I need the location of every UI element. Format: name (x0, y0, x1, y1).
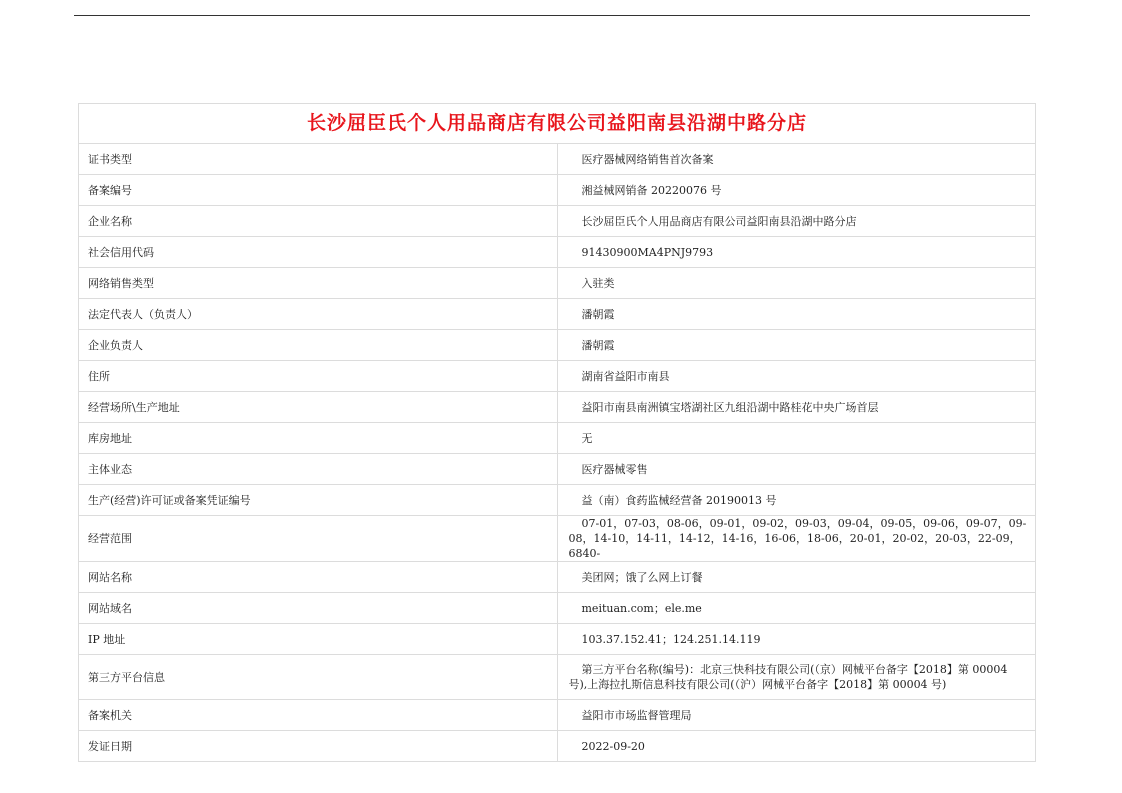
table-row (79, 655, 1036, 700)
table-row (79, 624, 1036, 655)
legal-representative-value: 潘朝霞 (581, 307, 615, 321)
sales-type-value: 入驻类 (581, 276, 615, 290)
field-value (557, 624, 1036, 655)
field-label: 企业名称 (79, 206, 558, 237)
title-row (79, 104, 1036, 144)
table-row (79, 562, 1036, 593)
field-label: 证书类型 (79, 144, 558, 175)
field-label: 备案机关 (79, 700, 558, 731)
field-label: 法定代表人（负责人） (79, 299, 558, 330)
field-label: 备案编号 (79, 175, 558, 206)
table-row (79, 454, 1036, 485)
field-value (557, 454, 1036, 485)
company-title: 长沙屈臣氏个人用品商店有限公司益阳南县沿湖中路分店 (79, 104, 1036, 144)
top-rule (74, 15, 1030, 16)
certificate-type-value: 医疗器械网络销售首次备案 (581, 152, 714, 166)
company-name-value: 长沙屈臣氏个人用品商店有限公司益阳南县沿湖中路分店 (581, 214, 857, 228)
record-table (78, 103, 1036, 762)
field-value (557, 299, 1036, 330)
field-label: IP 地址 (79, 624, 558, 655)
filing-authority-value: 益阳市市场监督管理局 (581, 708, 692, 722)
table-row (79, 144, 1036, 175)
field-value (557, 593, 1036, 624)
field-label: 第三方平台信息 (79, 655, 558, 700)
website-domain-value: meituan.com；ele.me (581, 601, 702, 615)
issue-date-value: 2022-09-20 (581, 739, 645, 753)
table-row (79, 299, 1036, 330)
business-format-value: 医疗器械零售 (581, 462, 648, 476)
table-row (79, 485, 1036, 516)
field-value (557, 237, 1036, 268)
third-party-platform-value: 第三方平台名称(编号)：北京三快科技有限公司(（京）网械平台备字【2018】第 00004 号),上海拉扎斯信息科技有限公司(（沪）网械平台备字【2018】第 00004 号) (568, 663, 1008, 691)
field-value (557, 361, 1036, 392)
warehouse-address-value: 无 (581, 431, 593, 445)
table-row (79, 268, 1036, 299)
license-number-value: 益（南）食药监械经营备 20190013 号 (581, 493, 777, 507)
credit-code-value: 91430900MA4PNJ9793 (581, 245, 714, 259)
table-row (79, 361, 1036, 392)
table-row (79, 206, 1036, 237)
field-value (557, 175, 1036, 206)
table-row (79, 593, 1036, 624)
ip-address-value: 103.37.152.41；124.251.14.119 (581, 632, 761, 646)
field-label: 经营范围 (79, 516, 558, 562)
table-row (79, 700, 1036, 731)
field-value (557, 330, 1036, 361)
table-row (79, 392, 1036, 423)
table-row (79, 423, 1036, 454)
field-label: 生产(经营)许可证或备案凭证编号 (79, 485, 558, 516)
field-label: 网站域名 (79, 593, 558, 624)
table-row (79, 237, 1036, 268)
table-row (79, 330, 1036, 361)
table-row (79, 731, 1036, 762)
field-value (557, 485, 1036, 516)
field-label: 库房地址 (79, 423, 558, 454)
field-value (557, 655, 1036, 700)
table-row (79, 516, 1036, 562)
field-value (557, 700, 1036, 731)
field-label: 网络销售类型 (79, 268, 558, 299)
field-label: 社会信用代码 (79, 237, 558, 268)
record-number-value: 湘益械网销备 20220076 号 (581, 183, 722, 197)
table-row (79, 175, 1036, 206)
field-label: 住所 (79, 361, 558, 392)
field-value (557, 392, 1036, 423)
field-value (557, 268, 1036, 299)
field-label: 网站名称 (79, 562, 558, 593)
field-value (557, 144, 1036, 175)
field-value (557, 423, 1036, 454)
business-address-value: 益阳市南县南洲镇宝塔湖社区九组沿湖中路桂花中央广场首层 (581, 400, 879, 414)
field-label: 主体业态 (79, 454, 558, 485)
domicile-value: 湖南省益阳市南县 (581, 369, 670, 383)
company-manager-value: 潘朝霞 (581, 338, 615, 352)
website-name-value: 美团网；饿了么网上订餐 (581, 570, 703, 584)
field-value (557, 516, 1036, 562)
field-label: 经营场所\生产地址 (79, 392, 558, 423)
field-label: 发证日期 (79, 731, 558, 762)
business-scope-value: 07-01，07-03，08-06，09-01，09-02，09-03，09-04，09-05，09-06，09-07，09-08，14-10，14-11，14-12，14-16，16-06，18-06，20-01，20-02，20-03，22-09，6840- (568, 517, 1027, 560)
field-value (557, 731, 1036, 762)
field-value (557, 562, 1036, 593)
field-label: 企业负责人 (79, 330, 558, 361)
field-value (557, 206, 1036, 237)
